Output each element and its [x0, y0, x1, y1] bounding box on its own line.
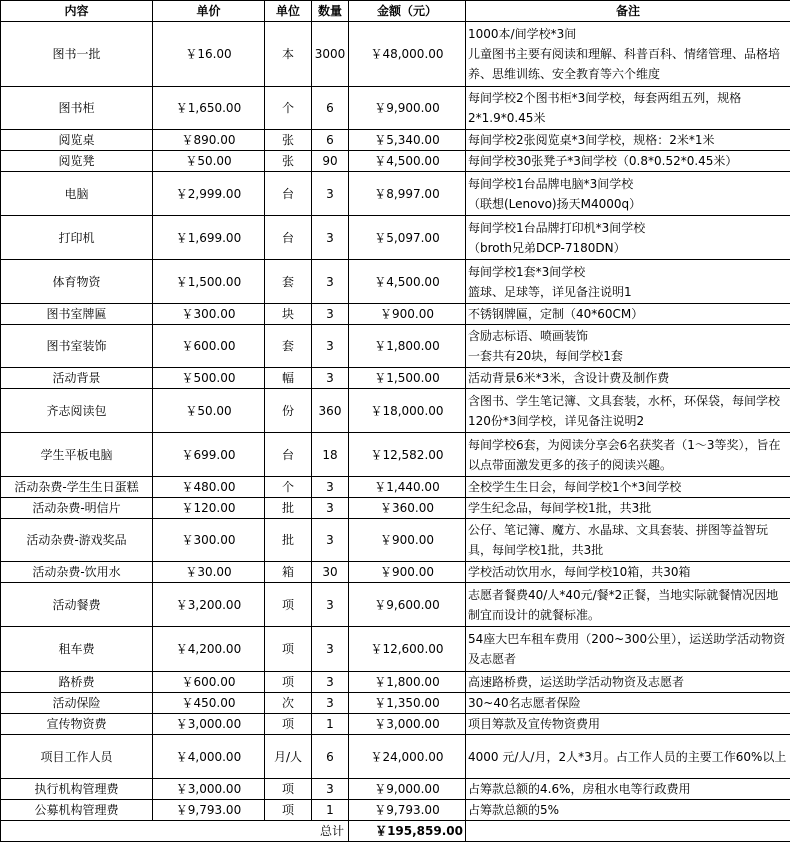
cell-unit: 月/人	[265, 735, 312, 779]
cell-item: 阅览凳	[1, 151, 153, 172]
cell-note: 高速路桥费，运送助学活动物资及志愿者	[466, 672, 790, 693]
cell-item: 活动餐费	[1, 583, 153, 627]
cell-amount: ￥12,582.00	[349, 433, 466, 477]
cell-unit-price: ￥1,650.00	[153, 87, 265, 130]
cell-unit: 份	[265, 389, 312, 433]
cell-unit-price: ￥500.00	[153, 368, 265, 389]
cell-qty: 3	[312, 216, 349, 260]
header-item: 内容	[1, 1, 153, 22]
cell-note: 占筹款总额的5%	[466, 800, 790, 821]
header-row	[1, 1, 790, 22]
cell-amount: ￥48,000.00	[349, 22, 466, 87]
cell-item: 执行机构管理费	[1, 779, 153, 800]
cell-unit-price: ￥2,999.00	[153, 172, 265, 216]
cell-amount: ￥18,000.00	[349, 389, 466, 433]
cell-qty: 3	[312, 477, 349, 498]
cell-unit: 本	[265, 22, 312, 87]
total-row	[1, 821, 790, 842]
cell-unit: 箱	[265, 562, 312, 583]
cell-note: 全校学生生日会，每间学校1个*3间学校	[466, 477, 790, 498]
cell-unit-price: ￥600.00	[153, 672, 265, 693]
cell-note: 每间学校2个图书柜*3间学校，每套两组五列，规格2*1.9*0.45米	[466, 87, 790, 130]
table-row	[1, 583, 790, 627]
cell-qty: 6	[312, 735, 349, 779]
cell-item: 阅览桌	[1, 130, 153, 151]
cell-item: 宣传物资费	[1, 714, 153, 735]
cell-note: 学校活动饮用水，每间学校10箱，共30箱	[466, 562, 790, 583]
cell-qty: 3	[312, 627, 349, 672]
cell-unit: 套	[265, 325, 312, 368]
cell-item: 齐志阅读包	[1, 389, 153, 433]
cell-unit-price: ￥9,793.00	[153, 800, 265, 821]
table-row	[1, 389, 790, 433]
cell-qty: 3000	[312, 22, 349, 87]
cell-unit: 批	[265, 519, 312, 562]
cell-note: 不锈钢牌匾，定制（40*60CM）	[466, 304, 790, 325]
cell-unit: 幅	[265, 368, 312, 389]
cell-qty: 3	[312, 583, 349, 627]
table-row	[1, 800, 790, 821]
cell-unit: 次	[265, 693, 312, 714]
cell-note: 4000 元/人/月，2人*3月。占工作人员的主要工作60%以上	[466, 735, 790, 779]
cell-unit-price: ￥3,200.00	[153, 583, 265, 627]
cell-amount: ￥1,440.00	[349, 477, 466, 498]
cell-amount: ￥1,350.00	[349, 693, 466, 714]
cell-unit-price: ￥4,200.00	[153, 627, 265, 672]
cell-note: 每间学校30张凳子*3间学校（0.8*0.52*0.45米）	[466, 151, 790, 172]
cell-unit: 台	[265, 172, 312, 216]
cell-unit-price: ￥120.00	[153, 498, 265, 519]
cell-item: 体育物资	[1, 260, 153, 304]
table-row	[1, 672, 790, 693]
table-row	[1, 477, 790, 498]
cell-note: 含图书、学生笔记簿、文具套装，水杯，环保袋，每间学校120份*3间学校，详见备注说明2	[466, 389, 790, 433]
cell-qty: 6	[312, 87, 349, 130]
cell-qty: 1	[312, 714, 349, 735]
cell-amount: ￥900.00	[349, 304, 466, 325]
total-note-blank	[466, 821, 790, 842]
table-row	[1, 130, 790, 151]
cell-note: 公仔、笔记簿、魔方、水晶球、文具套装、拼图等益智玩具，每间学校1批，共3批	[466, 519, 790, 562]
cell-item: 活动杂费-学生生日蛋糕	[1, 477, 153, 498]
cell-unit-price: ￥480.00	[153, 477, 265, 498]
cell-unit: 台	[265, 433, 312, 477]
cell-unit: 项	[265, 714, 312, 735]
table-row	[1, 304, 790, 325]
cell-unit: 个	[265, 477, 312, 498]
table-row	[1, 172, 790, 216]
cell-note: 活动背景6米*3米，含设计费及制作费	[466, 368, 790, 389]
cell-unit-price: ￥3,000.00	[153, 779, 265, 800]
cell-amount: ￥4,500.00	[349, 151, 466, 172]
cell-note: 每间学校1套*3间学校 篮球、足球等，详见备注说明1	[466, 260, 790, 304]
cell-amount: ￥24,000.00	[349, 735, 466, 779]
total-value: ￥195,859.00	[375, 824, 463, 838]
cell-note: 每间学校6套，为阅读分享会6名获奖者（1～3等奖），旨在以点带面激发更多的孩子的阅读兴趣。	[466, 433, 790, 477]
cell-item: 公募机构管理费	[1, 800, 153, 821]
cell-item: 学生平板电脑	[1, 433, 153, 477]
cell-note: 含励志标语、喷画装饰 一套共有20块，每间学校1套	[466, 325, 790, 368]
cell-amount: ￥1,500.00	[349, 368, 466, 389]
cell-note: 学生纪念品，每间学校1批，共3批	[466, 498, 790, 519]
cell-unit-price: ￥50.00	[153, 389, 265, 433]
cell-amount: ￥4,500.00	[349, 260, 466, 304]
cell-unit: 项	[265, 779, 312, 800]
cell-amount: ￥5,340.00	[349, 130, 466, 151]
cell-note: 每间学校1台品牌打印机*3间学校 （broth兄弟DCP-7180DN）	[466, 216, 790, 260]
cell-unit-price: ￥4,000.00	[153, 735, 265, 779]
total-cell	[349, 821, 466, 842]
cell-item: 项目工作人员	[1, 735, 153, 779]
table-row	[1, 87, 790, 130]
cell-qty: 90	[312, 151, 349, 172]
cell-note: 30~40名志愿者保险	[466, 693, 790, 714]
cell-qty: 3	[312, 325, 349, 368]
cell-note: 志愿者餐费40/人*40元/餐*2正餐，当地实际就餐情况因地制宜而设计的就餐标准。	[466, 583, 790, 627]
cell-amount: ￥900.00	[349, 562, 466, 583]
cell-note: 每间学校2张阅览桌*3间学校，规格：2米*1米	[466, 130, 790, 151]
table-row	[1, 216, 790, 260]
cell-amount: ￥360.00	[349, 498, 466, 519]
cell-qty: 3	[312, 519, 349, 562]
table-row	[1, 714, 790, 735]
cell-unit-price: ￥3,000.00	[153, 714, 265, 735]
cell-amount: ￥900.00	[349, 519, 466, 562]
table-row	[1, 260, 790, 304]
cell-note: 54座大巴车租车费用（200~300公里），运送助学活动物资及志愿者	[466, 627, 790, 672]
cell-unit: 个	[265, 87, 312, 130]
total-label-visible: 总计	[319, 824, 344, 838]
cell-qty: 30	[312, 562, 349, 583]
cell-qty: 3	[312, 304, 349, 325]
cell-amount: ￥12,600.00	[349, 627, 466, 672]
cell-amount: ￥1,800.00	[349, 672, 466, 693]
cell-unit: 张	[265, 130, 312, 151]
cell-unit: 台	[265, 216, 312, 260]
table-row	[1, 368, 790, 389]
header-amount: 金额（元）	[349, 1, 466, 22]
cell-qty: 1	[312, 800, 349, 821]
header-unit-price: 单价	[153, 1, 265, 22]
cell-unit-price: ￥300.00	[153, 304, 265, 325]
cell-amount: ￥9,900.00	[349, 87, 466, 130]
cell-qty: 360	[312, 389, 349, 433]
cell-unit-price: ￥600.00	[153, 325, 265, 368]
cell-qty: 3	[312, 498, 349, 519]
cell-item: 图书柜	[1, 87, 153, 130]
cell-item: 电脑	[1, 172, 153, 216]
cell-qty: 3	[312, 779, 349, 800]
cell-amount: ￥8,997.00	[349, 172, 466, 216]
header-qty: 数量	[312, 1, 349, 22]
cell-unit-price: ￥450.00	[153, 693, 265, 714]
cell-item: 路桥费	[1, 672, 153, 693]
total-spacer	[1, 821, 349, 842]
cell-item: 图书室牌匾	[1, 304, 153, 325]
cell-unit-price: ￥30.00	[153, 562, 265, 583]
cell-item: 活动杂费-饮用水	[1, 562, 153, 583]
cell-unit: 项	[265, 672, 312, 693]
table-row	[1, 735, 790, 779]
table-row	[1, 498, 790, 519]
cell-amount: ￥5,097.00	[349, 216, 466, 260]
cell-unit-price: ￥1,500.00	[153, 260, 265, 304]
cell-unit-price: ￥16.00	[153, 22, 265, 87]
cell-unit: 项	[265, 800, 312, 821]
cell-qty: 18	[312, 433, 349, 477]
cell-item: 打印机	[1, 216, 153, 260]
cell-note: 占筹款总额的4.6%，房租水电等行政费用	[466, 779, 790, 800]
cell-unit: 块	[265, 304, 312, 325]
cell-note: 每间学校1台品牌电脑*3间学校 （联想(Lenovo)扬天M4000q）	[466, 172, 790, 216]
cell-qty: 6	[312, 130, 349, 151]
cell-item: 活动杂费-明信片	[1, 498, 153, 519]
table-row	[1, 562, 790, 583]
table-row	[1, 779, 790, 800]
cell-item: 活动背景	[1, 368, 153, 389]
cell-item: 租车费	[1, 627, 153, 672]
cell-unit: 项	[265, 583, 312, 627]
cell-unit-price: ￥890.00	[153, 130, 265, 151]
cell-qty: 3	[312, 368, 349, 389]
cell-item: 图书室装饰	[1, 325, 153, 368]
table-row	[1, 22, 790, 87]
cell-unit: 套	[265, 260, 312, 304]
cell-unit-price: ￥699.00	[153, 433, 265, 477]
header-note: 备注	[466, 1, 790, 22]
table-row	[1, 519, 790, 562]
table-row	[1, 627, 790, 672]
cell-item: 活动杂费-游戏奖品	[1, 519, 153, 562]
cell-unit: 张	[265, 151, 312, 172]
cell-amount: ￥9,000.00	[349, 779, 466, 800]
cell-qty: 3	[312, 172, 349, 216]
cell-qty: 3	[312, 260, 349, 304]
table-row	[1, 693, 790, 714]
cell-amount: ￥9,793.00	[349, 800, 466, 821]
cell-qty: 3	[312, 693, 349, 714]
header-unit: 单位	[265, 1, 312, 22]
cell-note: 项目筹款及宣传物资费用	[466, 714, 790, 735]
table-row	[1, 151, 790, 172]
cell-unit: 批	[265, 498, 312, 519]
cell-amount: ￥3,000.00	[349, 714, 466, 735]
cell-item: 活动保险	[1, 693, 153, 714]
cell-qty: 3	[312, 672, 349, 693]
cell-item: 图书一批	[1, 22, 153, 87]
cell-unit: 项	[265, 627, 312, 672]
table-row	[1, 325, 790, 368]
cell-note: 1000本/间学校*3间 儿童图书主要有阅读和理解、科普百科、情绪管理、品格培养、思维训练、安全教育等六个维度	[466, 22, 790, 87]
table-row	[1, 433, 790, 477]
cell-amount: ￥1,800.00	[349, 325, 466, 368]
cell-unit-price: ￥1,699.00	[153, 216, 265, 260]
cell-unit-price: ￥300.00	[153, 519, 265, 562]
cell-amount: ￥9,600.00	[349, 583, 466, 627]
cell-unit-price: ￥50.00	[153, 151, 265, 172]
